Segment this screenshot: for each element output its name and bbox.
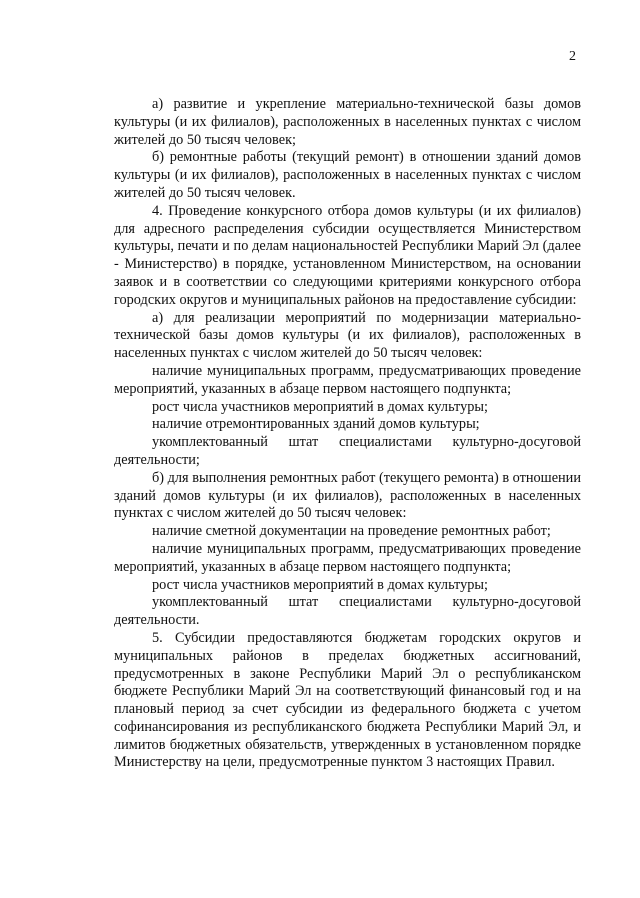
paragraph-criteria-b-heading: б) для выполнения ремонтных работ (текущего ремонта) в отношении зданий домов культуры (и их филиалов), расположенных в населенных пунктах с числом жителей до 50 тысяч человек:: [114, 469, 581, 522]
paragraph-criterion-programs-b: наличие муниципальных программ, предусматривающих проведение мероприятий, указанных в абзаце первом настоящего подпункта;: [114, 540, 581, 575]
paragraph-criterion-participants: рост числа участников мероприятий в домах культуры;: [152, 398, 488, 415]
paragraph-subitem-b-repair: б) ремонтные работы (текущий ремонт) в отношении зданий домов культуры (и их филиалов), расположенных в населенных пунктах с числом жителей до 50 тысяч человек.: [114, 149, 581, 201]
paragraph-item-5-subsidies: 5. Субсидии предоставляются бюджетам городских округов и муниципальных районов в пределах бюджетных ассигнований, предусмотренных в законе Республики Марий Эл о республиканском бюджете Республики Марий Эл на соответствующий финансовый год и на плановый период за счет субсидии из федерального бюджета с учетом софинансирования из республиканского бюджета Республики Марий Эл, и лимитов бюджетных обязательств, утвержденных в установленном порядке Министерству на цели, предусмотренные пунктом 3 настоящих Правил.: [114, 629, 581, 771]
paragraph-criteria-a-heading: а) для реализации мероприятий по модернизации материально-технической базы домов культуры (и их филиалов), расположенных в населенных пунктах с числом жителей до 50 тысяч человек:: [114, 309, 581, 362]
paragraph-criterion-participants-b: рост числа участников мероприятий в домах культуры;: [152, 576, 488, 593]
paragraph-criterion-programs: наличие муниципальных программ, предусматривающих проведение мероприятий, указанных в абзаце первом настоящего подпункта;: [114, 362, 581, 397]
paragraph-subitem-a-development: а) развитие и укрепление материально-технической базы домов культуры (и их филиалов), расположенных в населенных пунктах с числом жителей до 50 тысяч человек;: [114, 96, 581, 148]
paragraph-criterion-estimate-docs: наличие сметной документации на проведение ремонтных работ;: [152, 523, 551, 540]
paragraph-item-4-selection: 4. Проведение конкурсного отбора домов культуры (и их филиалов) для адресного распределения субсидии осуществляется Министерством культуры, печати и по делам национальностей Республики Марий Эл (далее - Министерство) в порядке, установленном Министерством, на основании заявок и в соответствии со следующими критериями конкурсного отбора городских округов и муниципальных районов на предоставление субсидии:: [114, 202, 581, 308]
document-body: [114, 96, 581, 772]
paragraph-criterion-staff: укомплектованный штат специалистами культурно-досуговой деятельности;: [114, 434, 581, 468]
paragraph-criterion-repaired-buildings: наличие отремонтированных зданий домов культуры;: [152, 416, 480, 433]
page-number: 2: [569, 49, 576, 64]
paragraph-criterion-staff-b: укомплектованный штат специалистами культурно-досуговой деятельности.: [114, 594, 581, 629]
